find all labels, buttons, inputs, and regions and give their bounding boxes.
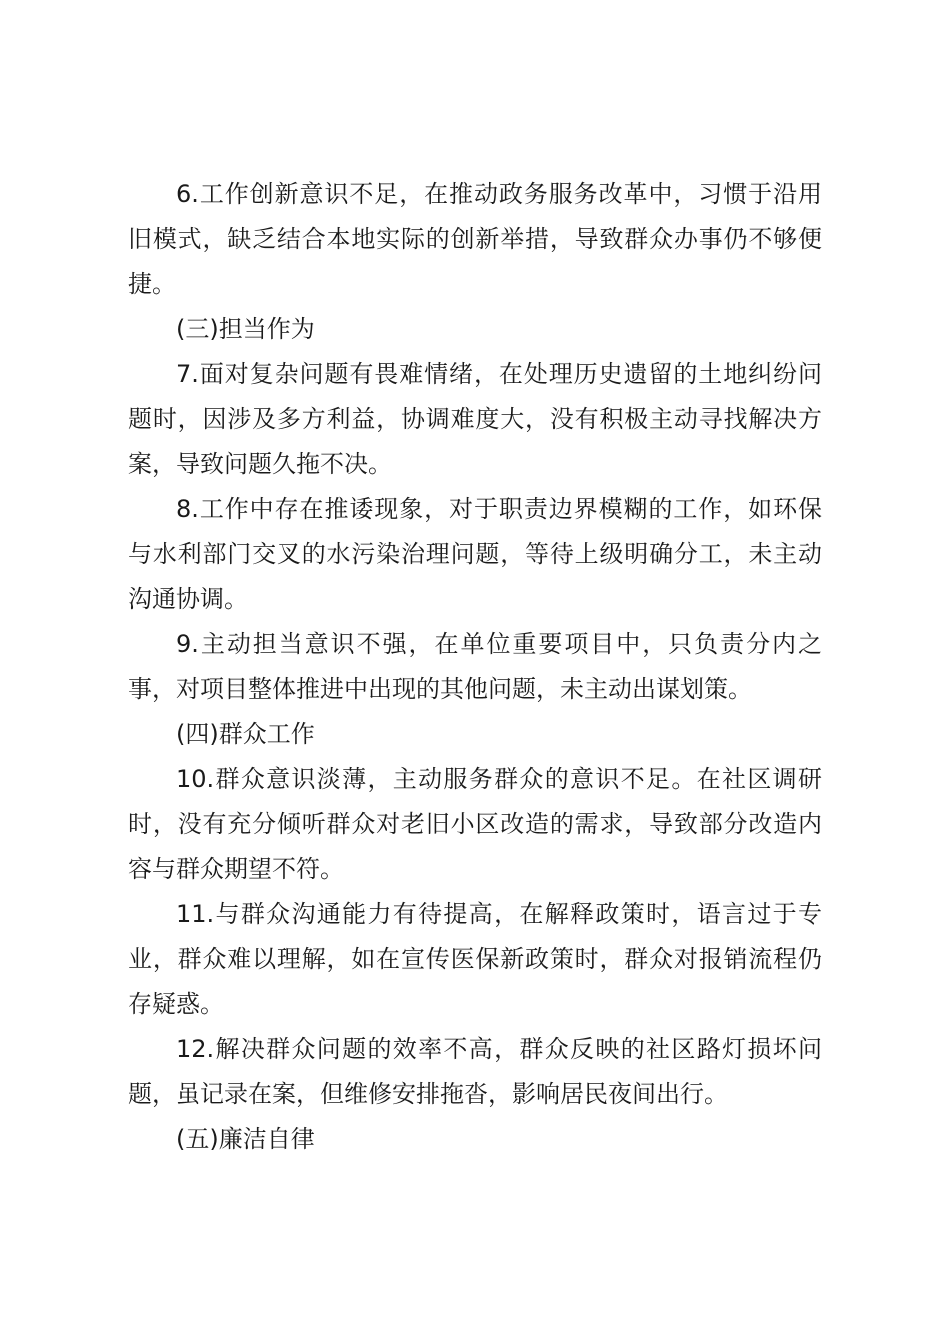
paragraph-item-10: 10.群众意识淡薄，主动服务群众的意识不足。在社区调研时，没有充分倾听群众对老旧小区改造的需求，导致部分改造内容与群众期望不符。 <box>128 765 822 883</box>
section-heading-4: (四)群众工作 <box>176 720 315 748</box>
paragraph-item-8: 8.工作中存在推诿现象，对于职责边界模糊的工作，如环保与水利部门交叉的水污染治理问题，等待上级明确分工，未主动沟通协调。 <box>128 495 822 613</box>
paragraph-item-7: 7.面对复杂问题有畏难情绪，在处理历史遗留的土地纠纷问题时，因涉及多方利益，协调难度大，没有积极主动寻找解决方案，导致问题久拖不决。 <box>128 360 822 478</box>
paragraph-item-6: 6.工作创新意识不足，在推动政务服务改革中，习惯于沿用旧模式，缺乏结合本地实际的创新举措，导致群众办事仍不够便捷。 <box>128 180 822 298</box>
paragraph-item-11: 11.与群众沟通能力有待提高，在解释政策时，语言过于专业，群众难以理解，如在宣传医保新政策时，群众对报销流程仍存疑惑。 <box>128 900 822 1018</box>
paragraph-item-9: 9.主动担当意识不强，在单位重要项目中，只负责分内之事，对项目整体推进中出现的其他问题，未主动出谋划策。 <box>128 630 822 703</box>
section-heading-3: (三)担当作为 <box>176 315 315 343</box>
paragraph-item-12: 12.解决群众问题的效率不高，群众反映的社区路灯损坏问题，虽记录在案，但维修安排拖沓，影响居民夜间出行。 <box>128 1035 822 1108</box>
document-body <box>128 172 822 1162</box>
section-heading-5: (五)廉洁自律 <box>176 1125 315 1153</box>
